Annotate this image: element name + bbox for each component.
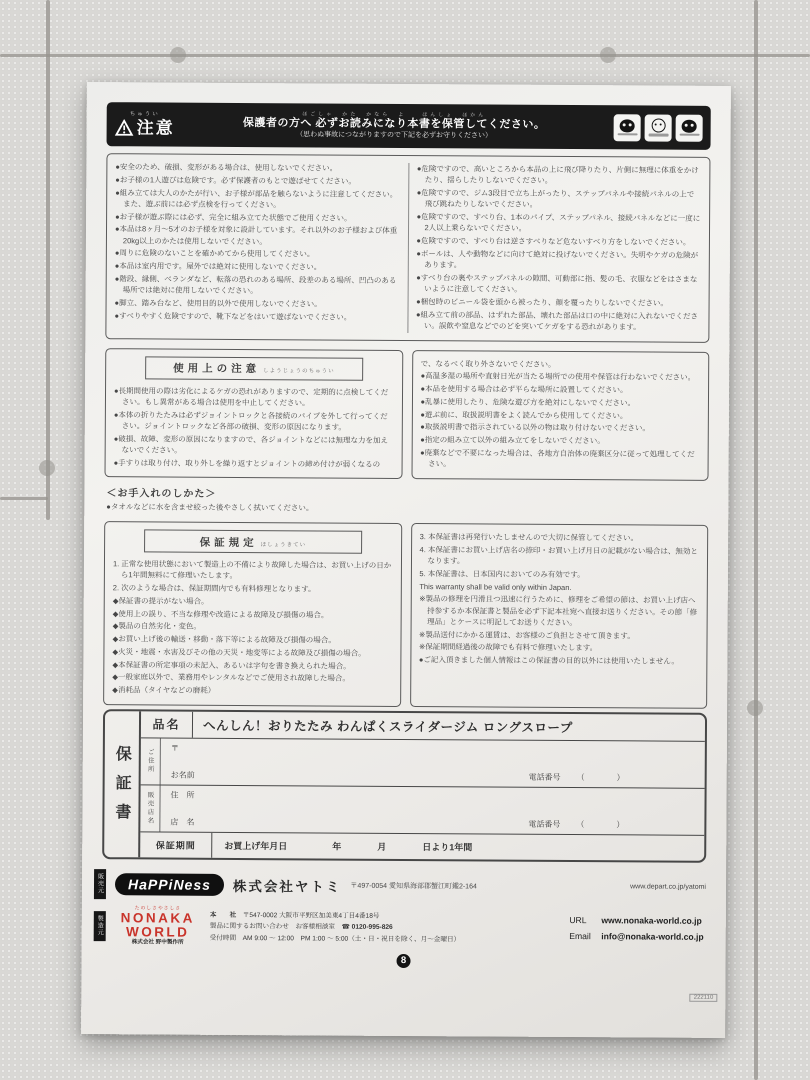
customer-name-label: お名前	[170, 770, 195, 780]
list-item: ●組み立て前の部品、はずれた部品、壊れた部品は口の中に絶対に入れないでください。誤飲や窒息などでのどを突いてケガをする恐れがあります。	[415, 309, 699, 332]
usage-notes-section	[104, 348, 709, 481]
postal-mark: 〒	[170, 743, 179, 753]
list-item: ●高温多湿の場所や直射日光が当たる場所での使用や保管は行わないでください。	[420, 371, 696, 383]
document-sheet	[81, 82, 731, 1038]
caution-ruby: ちゅうい	[129, 111, 160, 118]
dealer-fields	[160, 785, 704, 834]
url-value: www.nonaka-world.co.jp	[601, 915, 702, 927]
list-item: ●危険ですので、ジム3段目で立ち上がったり、ステップパネルや接続パネルの上で飛び跳ねたりしないでください。	[416, 188, 695, 210]
warranty-period-label: 保証期間	[140, 832, 212, 857]
warranty-card-main	[140, 711, 705, 860]
list-item: ●本品は室内用です。屋外では絶対に使用しないでください。	[114, 261, 322, 272]
list-item: ●取扱説明書で指示されている以外の物は取り付けないでください。	[420, 422, 650, 433]
list-item: ◆製品の自然劣化・変色。	[112, 621, 201, 631]
safety-warnings-box	[105, 153, 710, 342]
mat-seam	[754, 0, 758, 1080]
nonaka-company-name: 株式会社 野中製作所	[131, 939, 184, 946]
list-item: ●お子様の1人遊びは危険です。必ず保護者のもとで遊ばせてください。	[115, 174, 356, 186]
list-item: This warranty shall be valid only within Japan.	[419, 581, 572, 592]
seller-address: 〒497-0054 愛知県海部郡蟹江町鑑2-164	[350, 882, 477, 891]
product-name-label: 品名	[141, 711, 193, 737]
list-item: ●指定の組み立て以外の組み立てをしないでください。	[420, 435, 605, 446]
maker-info-block	[210, 909, 461, 945]
list-item: ●破損、故障、変形の原因になりますので、各ジョイントなどには無理な力を加えないでください。	[113, 433, 388, 455]
warning-message-sub: （思わぬ事故につながりますので下記を必ずお守りください）	[296, 130, 493, 140]
usage-notes-title-box	[145, 356, 363, 380]
safety-warnings-left-list	[114, 161, 400, 332]
warranty-terms-title-kana: ほしょうきてい	[260, 541, 307, 548]
list-item: ●危険ですので、高いところから本品の上に飛び降りたり、片側に無理に体重をかけたり、揺らしたりしないでください。	[416, 164, 699, 186]
list-item: ●すべり台の裏やステップパネルの隙間、可動部に指、髪の毛、衣服などをはさまないように注意してください。	[416, 272, 698, 294]
seller-company-name: 株式会社ヤトミ	[232, 878, 342, 895]
list-item: ●長期間使用の際は劣化によるケガの恐れがありますので、定期的に点検してください。もし異常がある場合は使用を中止してください。	[114, 385, 389, 408]
list-item: ◆一般家庭以外で、業務用やレンタルなどでご使用され故障した場合。	[112, 672, 350, 683]
warning-triangle-icon	[115, 119, 134, 136]
care-list	[106, 501, 708, 516]
usage-notes-title-kana: しようじょうのちゅうい	[263, 368, 335, 375]
list-item: ◆保証書の提示がない場合。	[112, 595, 209, 606]
footer-companies	[94, 869, 706, 950]
list-item: ●遊ぶ前に、取扱説明書をよく読んでから使用してください。	[420, 409, 628, 420]
list-item: 5. 本保証書は、日本国内においてのみ有効です。	[419, 568, 585, 579]
warning-message-main: 保護者の方へ 必ずお読みになり本書を保管してください。	[242, 116, 546, 131]
list-item: ●周りに危険のないことを確かめてから使用してください。	[114, 248, 315, 259]
dealer-phone-label: 電話番号	[528, 819, 561, 829]
list-item: ●本品は8ヶ月～5才のお子様を対象に設計しています。それ以外のお子様および体重20kg以上のかたは使用しないでください。	[114, 224, 398, 246]
caution-title	[115, 112, 175, 136]
usage-notes-left-box	[104, 348, 402, 480]
list-item: ●手すりは取り付け、取り外しを繰り返すとジョイントの締め付けが弱くなるの	[113, 457, 381, 469]
list-item: ●組み立ては大人のかたが行い、お子様が部品を触らないように注意してください。また、遊ぶ前には必ず点検を行ってください。	[115, 187, 398, 209]
warranty-terms-title: 保証規定	[199, 536, 258, 549]
page-number: 8	[397, 954, 411, 968]
usage-notes-title: 使用上の注意	[173, 362, 261, 376]
maker-row	[94, 906, 706, 950]
list-item: 4. 本保証書にお買い上げ店名の捺印・お買い上げ月日の記載がない場合は、無効となります。	[419, 544, 698, 566]
dealer-address-label: 住 所	[170, 790, 195, 800]
product-name-row	[141, 711, 705, 741]
warranty-terms-left-list	[112, 558, 392, 697]
list-item: 3. 本保証書は再発行いたしませんので大切に保管してください。	[419, 532, 639, 543]
list-item: で、なるべく取り外さないでください。	[420, 358, 556, 369]
warranty-card-side-text: 保証書	[112, 745, 131, 833]
care-section	[106, 484, 708, 517]
seller-tab: 販売元	[94, 869, 106, 899]
customer-fields	[161, 738, 705, 787]
list-item: ●乱暴に使用したり、危険な遊び方を絶対にしないでください。	[420, 396, 636, 408]
maker-tab: 製造元	[94, 911, 106, 941]
safety-warnings-right-list	[407, 163, 702, 334]
warranty-period-row	[140, 832, 704, 860]
safety-mascot-icons	[614, 114, 703, 142]
customer-info-row	[141, 738, 705, 788]
customer-group-label: ご住所	[141, 738, 161, 784]
list-item: ◆消耗品（タイヤなどの磨耗）	[112, 685, 216, 695]
mat-puzzle-knob	[600, 47, 616, 63]
customer-phone-blank: （ ）	[576, 772, 625, 783]
list-item: ◆本保証書の所定事項の未記入、あるいは字句を書き換えられた場合。	[112, 659, 351, 671]
email-label: Email	[569, 930, 591, 941]
seller-url: www.depart.co.jp/yatomi	[630, 883, 707, 892]
warranty-card	[102, 709, 707, 863]
mascot-face-icon	[676, 114, 703, 141]
warranty-period-value: お買上げ年月日 年 月 日より1年間	[224, 840, 473, 853]
warranty-terms-section	[103, 521, 708, 708]
warranty-card-side-label	[104, 711, 141, 857]
list-item: 2. 次のような場合は、保証期間内でも有料修理となります。	[112, 583, 316, 594]
list-item: ●本品を使用する場合は必ず平らな場所に設置してください。	[420, 384, 628, 395]
nonaka-logo-top: NONAKA	[120, 910, 195, 926]
list-item: ●階段、縁側、ベランダなど、転落の恐れのある場所、段差のある場所、凹凸のある場所では絶対に使用しないでください。	[114, 273, 397, 296]
dealer-info-row	[140, 785, 704, 835]
list-item: ●危険ですので、すべり台は逆さすべりなど危ないすべり方をしないでください。	[416, 236, 691, 247]
usage-notes-left-list	[114, 385, 394, 470]
seller-row	[94, 869, 706, 903]
warning-message-ruby: ほごしゃ かた かなら よ ほんしょ ほかん	[302, 110, 487, 119]
doc-code: 222110	[690, 994, 718, 1002]
url-label: URL	[569, 915, 587, 926]
mat-puzzle-knob	[170, 47, 186, 63]
smiley-face-icon	[645, 114, 672, 141]
mat-seam	[0, 54, 810, 57]
contact-label: 製品に関するお問い合わせ お客様相談室	[209, 922, 336, 931]
mat-puzzle-knob	[39, 460, 55, 476]
list-item: ●タオルなどに水を含ませ絞った後やさしく拭いてください。	[106, 502, 314, 513]
contact-hours: 受付時間 AM 9:00 ～ 12:00 PM 1:00 ～ 5:00（土・日・祝日を除く、月～金曜日）	[209, 934, 461, 943]
nonaka-world-logo	[115, 906, 201, 947]
list-item: ●脚立、踏み台など、使用目的以外で使用しないでください。	[114, 297, 322, 309]
hq-address: 〒547-0002 大阪市平野区加美東4丁目4番18号	[242, 911, 380, 920]
list-item: ●廃棄などで不要になった場合は、各地方自治体の廃棄区分に従って処理してください。	[420, 447, 695, 469]
warning-message	[185, 110, 604, 141]
list-item: ※製品の修理を円滑且つ迅速に行うために、修理をご希望の節は、お買い上げ店へ持参するか本保証書と製品を必ず下記本社宛へ直接お送りください。その節「修理品」とケースに明記してお送りください。	[419, 594, 698, 627]
caution-title-text: 注意	[136, 118, 175, 138]
list-item: ◆火災・地震・水害及びその他の天災・地変等による故障及び損傷の場合。	[112, 646, 366, 658]
hq-label: 本 社	[209, 911, 237, 919]
nonaka-logo-bottom: WORLD	[125, 924, 190, 940]
usage-notes-right-list	[420, 358, 700, 471]
happiness-logo: HaPPiNess	[115, 873, 224, 896]
mat-seam	[0, 497, 48, 500]
warning-header-bar	[107, 102, 711, 150]
list-item: ●すべりやすく危険ですので、靴下などをはいて遊ばないでください。	[114, 310, 352, 322]
list-item: ●本体の折りたたみは必ずジョイントロックと各接続のパイプを外して行ってください。ジョイントロックなど各部の破損、変形の原因になります。	[113, 409, 388, 432]
list-item: ※製品送付にかかる運賃は、お客様のご負担とさせて頂きます。	[419, 629, 635, 640]
nonaka-logo-ruby: たのしさやさしさ	[134, 906, 182, 912]
list-item: 1. 正常な使用状態において製造上の不備により故障した場合は、お買い上げの日から1年間無料にて修理いたします。	[112, 559, 392, 581]
list-item: ●ご記入頂きました個人情報はこの保証書の目的以外には使用いたしません。	[418, 655, 679, 666]
dealer-shop-label: 店 名	[170, 817, 195, 827]
list-item: ◆お買い上げ後の輸送・移動・落下等による故障及び損傷の場合。	[112, 634, 336, 645]
contact-phone: ☎ 0120-995-826	[341, 923, 393, 932]
list-item: ※保証期間経過後の故障でも有料で修理いたします。	[418, 642, 598, 653]
mat-seam	[46, 0, 50, 520]
warranty-terms-right-box	[410, 523, 709, 709]
list-item: ●安全のため、破損、変形がある場合は、使用しないでください。	[115, 162, 338, 173]
mat-puzzle-knob	[747, 700, 763, 716]
customer-phone-label: 電話番号	[528, 772, 561, 782]
list-item: ◆使用上の誤り、不当な修理や改造による故障及び損傷の場合。	[112, 608, 329, 620]
email-value: info@nonaka-world.co.jp	[601, 931, 704, 942]
warranty-terms-left-box	[103, 521, 402, 707]
list-item: ●ボールは、人や動物などに向けて絶対に投げないでください。失明やケガの危険があります。	[416, 248, 699, 270]
mascot-face-icon	[614, 114, 641, 141]
list-item: ●お子様が遊ぶ際には必ず、完全に組み立てた状態でご使用ください。	[115, 211, 352, 223]
care-title: ＜お手入れのしかた＞	[106, 488, 217, 501]
web-contact-block	[569, 913, 706, 945]
list-item: ●危険ですので、すべり台、1本のパイプ、ステップパネル、接続パネルなどに一度に2人以上乗らないでください。	[416, 212, 701, 233]
warranty-terms-right-list	[419, 531, 699, 667]
product-name-value: へんしん！おりたたみ わんぱくスライダージム ロングスロープ	[202, 718, 573, 735]
dealer-group-label: 販売店名	[140, 785, 160, 831]
warranty-terms-title-box	[144, 529, 362, 553]
dealer-phone-blank: （ ）	[576, 819, 625, 830]
usage-notes-right-box	[411, 350, 709, 482]
list-item: ●梱包時のビニール袋を頭から被ったり、顔を覆ったりしないでください。	[416, 296, 668, 308]
